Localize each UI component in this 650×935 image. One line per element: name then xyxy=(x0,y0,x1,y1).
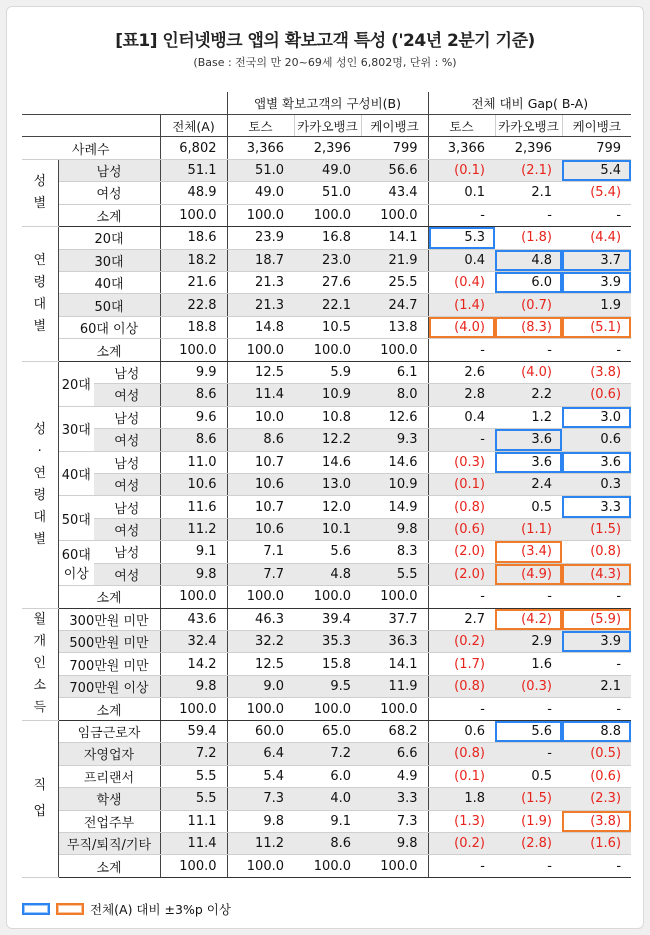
value-cell: 56.6 xyxy=(361,159,428,181)
row-label: 남성 xyxy=(94,451,160,473)
age-category xyxy=(22,227,58,362)
value-cell: 100.0 xyxy=(227,339,294,361)
value-cell: 18.8 xyxy=(160,316,227,338)
row-label: 남성 xyxy=(58,159,160,181)
value-cell: 5.6 xyxy=(495,720,562,742)
value-cell: 49.0 xyxy=(294,159,361,181)
value-cell: 9.1 xyxy=(294,810,361,832)
value-cell: - xyxy=(428,204,495,226)
value-cell: 1.8 xyxy=(428,788,495,810)
value-cell: 10.6 xyxy=(160,473,227,495)
value-cell: (3.8) xyxy=(562,361,631,383)
legend xyxy=(22,900,231,918)
value-cell: 799 xyxy=(361,137,428,159)
value-cell: - xyxy=(428,586,495,608)
value-cell: 4.0 xyxy=(294,788,361,810)
value-cell: 8.6 xyxy=(160,384,227,406)
value-cell: 22.8 xyxy=(160,294,227,316)
value-cell: 7.2 xyxy=(160,743,227,765)
row-label: 소계 xyxy=(58,204,160,226)
value-cell: 11.0 xyxy=(160,451,227,473)
value-cell: 100.0 xyxy=(361,204,428,226)
col-header-kakao2: 카카오뱅크 xyxy=(495,114,562,136)
row-label: 30대 xyxy=(58,249,160,271)
value-cell: 0.5 xyxy=(495,496,562,518)
row-label: 여성 xyxy=(58,182,160,204)
value-cell: 11.1 xyxy=(160,810,227,832)
value-cell: 5.3 xyxy=(428,227,495,249)
value-cell: 0.4 xyxy=(428,406,495,428)
value-cell: 3,366 xyxy=(227,137,294,159)
value-cell: (4.3) xyxy=(562,563,631,585)
job-category xyxy=(22,720,58,877)
value-cell: 0.6 xyxy=(562,429,631,451)
value-cell: 5.4 xyxy=(562,159,631,181)
value-cell: 100.0 xyxy=(361,855,428,877)
value-cell: 1.9 xyxy=(562,294,631,316)
value-cell: 14.8 xyxy=(227,316,294,338)
value-cell: (4.9) xyxy=(495,563,562,585)
value-cell: 9.0 xyxy=(227,675,294,697)
value-cell: 11.2 xyxy=(160,518,227,540)
value-cell: 9.6 xyxy=(160,406,227,428)
value-cell: 68.2 xyxy=(361,720,428,742)
value-cell: 32.2 xyxy=(227,631,294,653)
value-cell: (1.6) xyxy=(562,832,631,854)
value-cell: 8.8 xyxy=(562,720,631,742)
value-cell: - xyxy=(562,698,631,720)
value-cell: 10.6 xyxy=(227,473,294,495)
value-cell: 3.6 xyxy=(562,451,631,473)
value-cell: 48.9 xyxy=(160,182,227,204)
value-cell: 2.4 xyxy=(495,473,562,495)
value-cell: 6.1 xyxy=(361,361,428,383)
gender-category xyxy=(22,159,58,226)
value-cell: 18.7 xyxy=(227,249,294,271)
value-cell: 100.0 xyxy=(294,339,361,361)
value-cell: (3.8) xyxy=(562,810,631,832)
value-cell: - xyxy=(495,698,562,720)
value-cell: 2,396 xyxy=(294,137,361,159)
header-blank xyxy=(22,114,160,136)
row-label: 소계 xyxy=(58,339,160,361)
value-cell: 51.0 xyxy=(227,159,294,181)
value-cell: 2.1 xyxy=(495,182,562,204)
customer-table xyxy=(22,92,631,878)
col-header-kakao: 카카오뱅크 xyxy=(294,114,361,136)
value-cell: 11.9 xyxy=(361,675,428,697)
value-cell: 100.0 xyxy=(160,204,227,226)
value-cell: 100.0 xyxy=(160,855,227,877)
value-cell: 6.0 xyxy=(294,765,361,787)
value-cell: 100.0 xyxy=(294,855,361,877)
value-cell: 18.6 xyxy=(160,227,227,249)
row-label: 프리랜서 xyxy=(58,765,160,787)
age-group-label: 20대 xyxy=(58,361,94,406)
value-cell: 14.9 xyxy=(361,496,428,518)
value-cell: 65.0 xyxy=(294,720,361,742)
row-label: 전업주부 xyxy=(58,810,160,832)
value-cell: 3.0 xyxy=(562,406,631,428)
value-cell: (1.3) xyxy=(428,810,495,832)
row-label: 임금근로자 xyxy=(58,720,160,742)
legend-orange-box xyxy=(56,903,84,915)
value-cell: 18.2 xyxy=(160,249,227,271)
value-cell: (4.0) xyxy=(428,316,495,338)
value-cell: 7.3 xyxy=(361,810,428,832)
value-cell: 10.8 xyxy=(294,406,361,428)
value-cell: 51.0 xyxy=(294,182,361,204)
value-cell: 3.6 xyxy=(495,429,562,451)
value-cell: (0.2) xyxy=(428,631,495,653)
value-cell: 5.6 xyxy=(294,541,361,563)
value-cell: (3.4) xyxy=(495,541,562,563)
value-cell: - xyxy=(562,855,631,877)
value-cell: - xyxy=(562,586,631,608)
value-cell: (0.8) xyxy=(562,541,631,563)
value-cell: 4.9 xyxy=(361,765,428,787)
value-cell: 799 xyxy=(562,137,631,159)
value-cell: 2.1 xyxy=(562,675,631,697)
value-cell: - xyxy=(562,339,631,361)
value-cell: 12.2 xyxy=(294,429,361,451)
col-header-kbank2: 케이뱅크 xyxy=(562,114,631,136)
value-cell: - xyxy=(495,204,562,226)
table-body xyxy=(22,92,631,877)
value-cell: (0.1) xyxy=(428,765,495,787)
row-label: 학생 xyxy=(58,788,160,810)
genderAge-category xyxy=(22,361,58,608)
row-label: 20대 xyxy=(58,227,160,249)
value-cell: (0.2) xyxy=(428,832,495,854)
value-cell: (1.7) xyxy=(428,653,495,675)
income-category-label: 월개인소득 xyxy=(33,612,47,716)
value-cell: (0.6) xyxy=(562,765,631,787)
value-cell: 13.8 xyxy=(361,316,428,338)
value-cell: 9.8 xyxy=(361,832,428,854)
value-cell: 14.6 xyxy=(361,451,428,473)
value-cell: (0.1) xyxy=(428,473,495,495)
value-cell: 12.6 xyxy=(361,406,428,428)
value-cell: - xyxy=(495,339,562,361)
row-label: 60대 이상 xyxy=(58,316,160,338)
value-cell: 11.4 xyxy=(160,832,227,854)
value-cell: 14.1 xyxy=(361,653,428,675)
value-cell: 5.5 xyxy=(160,765,227,787)
value-cell: 15.8 xyxy=(294,653,361,675)
value-cell: 100.0 xyxy=(160,698,227,720)
value-cell: 0.1 xyxy=(428,182,495,204)
value-cell: - xyxy=(562,204,631,226)
value-cell: - xyxy=(495,743,562,765)
row-label: 여성 xyxy=(94,473,160,495)
value-cell: 2.8 xyxy=(428,384,495,406)
value-cell: 9.5 xyxy=(294,675,361,697)
value-cell: (1.4) xyxy=(428,294,495,316)
row-label: 40대 xyxy=(58,272,160,294)
row-label: 남성 xyxy=(94,541,160,563)
value-cell: (0.3) xyxy=(428,451,495,473)
age-group-label: 30대 xyxy=(58,406,94,451)
legend-blue-box xyxy=(22,903,50,915)
value-cell: 12.5 xyxy=(227,653,294,675)
value-cell: 21.3 xyxy=(227,272,294,294)
value-cell: 0.6 xyxy=(428,720,495,742)
row-label: 소계 xyxy=(58,586,160,608)
value-cell: 8.6 xyxy=(160,429,227,451)
legend-text: 전체(A) 대비 ±3%p 이상 xyxy=(90,902,231,917)
value-cell: 6,802 xyxy=(160,137,227,159)
value-cell: 27.6 xyxy=(294,272,361,294)
value-cell: 7.7 xyxy=(227,563,294,585)
value-cell: (1.5) xyxy=(562,518,631,540)
value-cell: 10.5 xyxy=(294,316,361,338)
value-cell: 12.0 xyxy=(294,496,361,518)
value-cell: 35.3 xyxy=(294,631,361,653)
value-cell: 6.6 xyxy=(361,743,428,765)
value-cell: 3,366 xyxy=(428,137,495,159)
value-cell: 5.9 xyxy=(294,361,361,383)
value-cell: 21.3 xyxy=(227,294,294,316)
value-cell: - xyxy=(495,586,562,608)
value-cell: (4.2) xyxy=(495,608,562,630)
value-cell: 5.5 xyxy=(361,563,428,585)
value-cell: (0.6) xyxy=(562,384,631,406)
value-cell: 7.2 xyxy=(294,743,361,765)
value-cell: 7.1 xyxy=(227,541,294,563)
age-group-label: 40대 xyxy=(58,451,94,496)
value-cell: - xyxy=(562,653,631,675)
value-cell: 11.2 xyxy=(227,832,294,854)
row-label: 여성 xyxy=(94,518,160,540)
sample-label: 사례수 xyxy=(22,137,160,159)
row-label: 여성 xyxy=(94,384,160,406)
value-cell: 100.0 xyxy=(361,339,428,361)
value-cell: 9.8 xyxy=(160,563,227,585)
value-cell: (5.4) xyxy=(562,182,631,204)
value-cell: 39.4 xyxy=(294,608,361,630)
value-cell: (0.8) xyxy=(428,743,495,765)
value-cell: (0.7) xyxy=(495,294,562,316)
row-label: 700만원 미만 xyxy=(58,653,160,675)
value-cell: (0.8) xyxy=(428,496,495,518)
value-cell: - xyxy=(428,698,495,720)
value-cell: 0.4 xyxy=(428,249,495,271)
value-cell: 10.9 xyxy=(294,384,361,406)
gender-category-label: 성별 xyxy=(33,173,47,211)
value-cell: (4.4) xyxy=(562,227,631,249)
value-cell: (2.1) xyxy=(495,159,562,181)
page-title: [표1] 인터넷뱅크 앱의 확보고객 특성 ('24년 2분기 기준) xyxy=(115,31,535,51)
age-group-label: 50대 xyxy=(58,496,94,541)
value-cell: 3.9 xyxy=(562,631,631,653)
value-cell: (2.0) xyxy=(428,563,495,585)
header-gap: 전체 대비 Gap( B-A) xyxy=(428,92,631,114)
value-cell: (2.3) xyxy=(562,788,631,810)
value-cell: 2.7 xyxy=(428,608,495,630)
value-cell: 3.9 xyxy=(562,272,631,294)
age-group-label: 60대 이상 xyxy=(58,541,94,586)
value-cell: 3.3 xyxy=(361,788,428,810)
row-label: 무직/퇴직/기타 xyxy=(58,832,160,854)
value-cell: 13.0 xyxy=(294,473,361,495)
value-cell: 3.3 xyxy=(562,496,631,518)
value-cell: 11.4 xyxy=(227,384,294,406)
col-header-kbank: 케이뱅크 xyxy=(361,114,428,136)
row-label: 700만원 이상 xyxy=(58,675,160,697)
value-cell: 9.1 xyxy=(160,541,227,563)
value-cell: 1.6 xyxy=(495,653,562,675)
col-header-toss: 토스 xyxy=(227,114,294,136)
value-cell: 10.6 xyxy=(227,518,294,540)
value-cell: 6.0 xyxy=(495,272,562,294)
value-cell: 25.5 xyxy=(361,272,428,294)
header-blank xyxy=(22,92,227,114)
value-cell: 16.8 xyxy=(294,227,361,249)
value-cell: 10.7 xyxy=(227,496,294,518)
col-header-toss2: 토스 xyxy=(428,114,495,136)
value-cell: 5.4 xyxy=(227,765,294,787)
value-cell: 12.5 xyxy=(227,361,294,383)
value-cell: (1.5) xyxy=(495,788,562,810)
value-cell: - xyxy=(428,855,495,877)
value-cell: (4.0) xyxy=(495,361,562,383)
value-cell: 9.9 xyxy=(160,361,227,383)
row-label: 남성 xyxy=(94,496,160,518)
value-cell: 7.3 xyxy=(227,788,294,810)
value-cell: 2.9 xyxy=(495,631,562,653)
value-cell: 100.0 xyxy=(227,855,294,877)
value-cell: 100.0 xyxy=(361,586,428,608)
value-cell: (8.3) xyxy=(495,316,562,338)
value-cell: 21.9 xyxy=(361,249,428,271)
value-cell: 22.1 xyxy=(294,294,361,316)
value-cell: 14.1 xyxy=(361,227,428,249)
value-cell: 100.0 xyxy=(227,204,294,226)
row-label: 소계 xyxy=(58,855,160,877)
value-cell: 2.6 xyxy=(428,361,495,383)
value-cell: (2.0) xyxy=(428,541,495,563)
value-cell: 100.0 xyxy=(294,204,361,226)
page-subtitle: (Base : 전국의 만 20~69세 성인 6,802명, 단위 : %) xyxy=(193,56,457,69)
value-cell: 8.0 xyxy=(361,384,428,406)
genderAge-category-label: 성·연령대별 xyxy=(33,421,47,547)
value-cell: 100.0 xyxy=(227,586,294,608)
row-label: 남성 xyxy=(94,361,160,383)
value-cell: 2.2 xyxy=(495,384,562,406)
value-cell: (0.6) xyxy=(428,518,495,540)
value-cell: (1.1) xyxy=(495,518,562,540)
value-cell: (5.9) xyxy=(562,608,631,630)
row-label: 소계 xyxy=(58,698,160,720)
value-cell: (5.1) xyxy=(562,316,631,338)
value-cell: 10.7 xyxy=(227,451,294,473)
row-label: 50대 xyxy=(58,294,160,316)
value-cell: 0.3 xyxy=(562,473,631,495)
value-cell: 3.7 xyxy=(562,249,631,271)
value-cell: (1.8) xyxy=(495,227,562,249)
row-label: 남성 xyxy=(94,406,160,428)
value-cell: (0.5) xyxy=(562,743,631,765)
value-cell: (0.4) xyxy=(428,272,495,294)
header-composition: 앱별 확보고객의 구성비(B) xyxy=(227,92,428,114)
value-cell: (1.9) xyxy=(495,810,562,832)
value-cell: 37.7 xyxy=(361,608,428,630)
value-cell: 100.0 xyxy=(227,698,294,720)
value-cell: 21.6 xyxy=(160,272,227,294)
age-category-label: 연령대별 xyxy=(33,252,47,334)
value-cell: 14.2 xyxy=(160,653,227,675)
value-cell: 9.8 xyxy=(227,810,294,832)
value-cell: 46.3 xyxy=(227,608,294,630)
col-header-total: 전체(A) xyxy=(160,114,227,136)
value-cell: 10.9 xyxy=(361,473,428,495)
row-label: 여성 xyxy=(94,429,160,451)
value-cell: 100.0 xyxy=(160,586,227,608)
value-cell: 49.0 xyxy=(227,182,294,204)
value-cell: - xyxy=(428,339,495,361)
value-cell: - xyxy=(428,429,495,451)
row-label: 500만원 미만 xyxy=(58,631,160,653)
value-cell: 4.8 xyxy=(495,249,562,271)
value-cell: 14.6 xyxy=(294,451,361,473)
value-cell: 43.4 xyxy=(361,182,428,204)
value-cell: 51.1 xyxy=(160,159,227,181)
value-cell: (2.8) xyxy=(495,832,562,854)
value-cell: 59.4 xyxy=(160,720,227,742)
value-cell: 100.0 xyxy=(361,698,428,720)
value-cell: 0.5 xyxy=(495,765,562,787)
row-label: 여성 xyxy=(94,563,160,585)
value-cell: 10.1 xyxy=(294,518,361,540)
job-category-label: 직업 xyxy=(33,777,47,819)
value-cell: 8.6 xyxy=(294,832,361,854)
value-cell: 100.0 xyxy=(294,698,361,720)
value-cell: 2,396 xyxy=(495,137,562,159)
value-cell: 36.3 xyxy=(361,631,428,653)
value-cell: 23.0 xyxy=(294,249,361,271)
value-cell: 9.8 xyxy=(160,675,227,697)
value-cell: 9.3 xyxy=(361,429,428,451)
value-cell: 1.2 xyxy=(495,406,562,428)
value-cell: 24.7 xyxy=(361,294,428,316)
value-cell: 60.0 xyxy=(227,720,294,742)
value-cell: 43.6 xyxy=(160,608,227,630)
value-cell: 9.8 xyxy=(361,518,428,540)
value-cell: (0.3) xyxy=(495,675,562,697)
value-cell: 100.0 xyxy=(294,586,361,608)
income-category xyxy=(22,608,58,720)
row-label: 자영업자 xyxy=(58,743,160,765)
value-cell: 100.0 xyxy=(160,339,227,361)
value-cell: - xyxy=(495,855,562,877)
row-label: 300만원 미만 xyxy=(58,608,160,630)
value-cell: 32.4 xyxy=(160,631,227,653)
value-cell: 8.6 xyxy=(227,429,294,451)
value-cell: 4.8 xyxy=(294,563,361,585)
value-cell: 6.4 xyxy=(227,743,294,765)
value-cell: 11.6 xyxy=(160,496,227,518)
value-cell: 3.6 xyxy=(495,451,562,473)
value-cell: 5.5 xyxy=(160,788,227,810)
value-cell: (0.1) xyxy=(428,159,495,181)
value-cell: 8.3 xyxy=(361,541,428,563)
value-cell: 10.0 xyxy=(227,406,294,428)
value-cell: 23.9 xyxy=(227,227,294,249)
value-cell: (0.8) xyxy=(428,675,495,697)
